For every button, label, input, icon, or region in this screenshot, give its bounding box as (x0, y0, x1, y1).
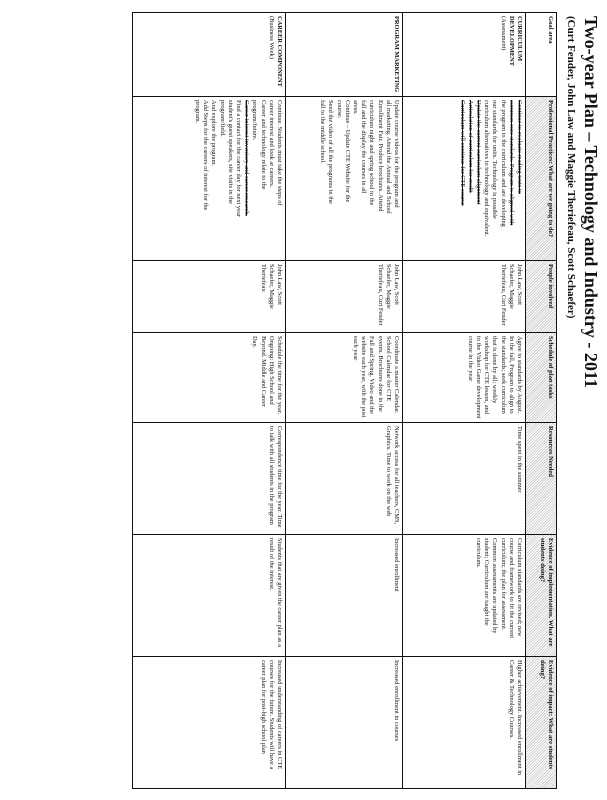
people-cell: John Law, Scott Schaefer, Maggie Theriefeau, Curt Fender (403, 261, 526, 333)
practice-line: career interest and look at careers. (267, 100, 275, 188)
page-title: Two-year Plan – Technology and Industry - 2011 (581, 16, 601, 388)
practice-line: fall and the display the courses in all (360, 100, 368, 194)
header-evidence-implementation: Evidence of implementation. What are students doing? (526, 535, 557, 657)
practice-line: Continue to evaluate reading texts to (516, 100, 523, 194)
practice-line: areas. (352, 100, 360, 115)
practice-line: curriculum alternatives to technology and equivalent. (483, 100, 491, 237)
practices-cell (286, 97, 403, 261)
resources-cell: Network access for all teachers, CMS, Graphics. Time to work on the web (286, 423, 403, 535)
practice-line: the program to the curriculum and are developing (499, 100, 507, 227)
header-people: People involved (526, 261, 557, 333)
practice-line: course. (335, 100, 343, 119)
resources-cell: Time spent in the summer (403, 423, 526, 535)
practice-line: common core standards. Program is aligned with (507, 100, 515, 226)
practice-line: our standards for units. Technology is possible (491, 100, 499, 219)
practice-line: Curriculum will continue for CTE course (458, 100, 466, 206)
evidence-implementation-cell: Increased enrollment (286, 535, 403, 657)
practice-line: Enrollment Fair. Produce brochures. Attend (376, 100, 384, 212)
goal-cell (286, 13, 403, 97)
evidence-implementation-cell: Students that are given the career plan as a result of the interest. (133, 535, 286, 657)
goal-cell (133, 13, 286, 97)
practice-line: Send the video of all the programs in the (327, 100, 335, 205)
practice-line: And explore the program. (210, 100, 218, 167)
people-cell: John Law, Scott Schaefer, Maggie Theriefeau (133, 261, 286, 333)
goal-sublabel: (Business Week) (267, 16, 275, 59)
table-row (403, 13, 526, 789)
practice-line: curriculum night and spring school in the (368, 100, 376, 206)
practice-line: Continue. Students must take the steps of (276, 100, 283, 206)
practices-cell (403, 97, 526, 261)
header-row (526, 13, 557, 789)
resources-cell: Correspondence time for the year. Time to talk with all students in the program (133, 423, 286, 535)
table-row (133, 13, 286, 789)
evidence-impact-cell: Higher achievement. Increased enrollment in Career & Technology Courses. (403, 657, 526, 789)
header-resources: Resources Needed (526, 423, 557, 535)
practice-line: program/future. (251, 100, 259, 141)
goal-sublabel: (Assessment) (499, 16, 507, 51)
header-goal: Goal area (526, 13, 557, 97)
practices-cell (133, 97, 286, 261)
table-row (286, 13, 403, 789)
evidence-impact-cell: Increased understanding of careers in CTE courses for the future. Students will have a career plan for post-high school plan (133, 657, 286, 789)
practice-line: Articulation of curriculum for credit (466, 100, 474, 193)
practice-line: program. (194, 100, 202, 124)
page-subtitle: (Curt Fender, John Law and Maggie Theriefeau, Scott Schaefer) (565, 16, 577, 319)
practice-line: all marketing. Attend the Annual and School (384, 100, 392, 214)
practice-line: Career interest inventory and career research. (243, 100, 251, 217)
practice-line: Career and technology relate to the (259, 100, 267, 190)
practice-line: Update the current curriculum alignment (475, 100, 483, 205)
header-evidence-impact: Evidence of impact: What are students doing? (526, 657, 557, 789)
goal-cell (403, 13, 526, 97)
goal-label: CURRICULUM DEVELOPMENT (507, 16, 523, 67)
evidence-implementation-cell: Curriculum standards are revised; new course and framework to fit the current curriculum; the plan for assessment. Common assessments are updated by student; Curriculum are taught the curriculum. (403, 535, 526, 657)
header-schedule: Schedule of plan tasks (526, 333, 557, 423)
schedule-cell: Coordinate a master Calendar. School Calendar for CTE events. Brochures done in the Fall and Spring. Video and the website each year, with the post each year (286, 333, 403, 423)
practice-line: Add Steps for the careers of interest for the (202, 100, 210, 211)
practice-line: student's guest speakers, site visits in the (226, 100, 234, 204)
practice-line: Find a contact for the career day for next year (235, 100, 243, 217)
schedule-cell: Agree to standards by August. In the fall, Program to align to the standards; seek curriculum that is done by all; weekly workshop for CTE lesson, and to the Video Game development course in the year (403, 333, 526, 423)
people-cell: John Law, Scott Schaefer, Maggie Theriefeau, Curt Fender (286, 261, 403, 333)
goal-label: CAREER COMPONENT (276, 16, 283, 87)
header-practices: Professional Practices: What are we going to do? (526, 97, 557, 261)
practice-line: Continue – Update CTE Website for the (343, 100, 351, 203)
evidence-impact-cell: Increased enrollment in courses (286, 657, 403, 789)
practice-line: Update course videos for the program and (393, 100, 400, 208)
schedule-cell: Schedule the time for the year. Ongoing: High School and Beyond. Middle and Career Day. (133, 333, 286, 423)
practice-line: program/field. (218, 100, 226, 137)
practice-line: fall to the middle school. (319, 100, 327, 164)
goal-label: PROGRAM MARKETING (393, 16, 400, 93)
plan-table (132, 12, 557, 789)
